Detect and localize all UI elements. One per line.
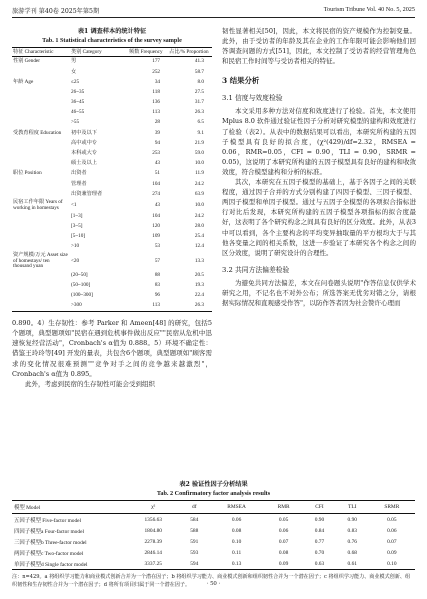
table1-row	[12, 301, 212, 312]
table1-cell: 104	[152, 212, 160, 219]
table2-cell: 0.05	[278, 516, 289, 523]
table2-cell: 两因子模型c Two-factor model	[14, 550, 84, 557]
table1-sample-characteristics	[12, 47, 212, 312]
table1-cell: 94	[154, 139, 160, 146]
table1-cell: 43	[154, 201, 160, 208]
table1-row	[12, 159, 212, 169]
table2-cell: 0.07	[387, 538, 397, 545]
table1-cell: 113	[152, 109, 160, 116]
table1-cell: >300	[70, 301, 128, 312]
table2-cell: 591	[190, 538, 199, 545]
table2-cell: 0.06	[278, 527, 289, 534]
journal-header-left: 旅游学刊 第40卷 2025年第5期	[12, 8, 100, 15]
table1-cell: 22.4	[194, 291, 204, 298]
table1-row	[12, 200, 212, 212]
table1-cell: 31.7	[194, 99, 204, 106]
table2-cell: 0.70	[314, 549, 325, 556]
table1-header-cell: 频数 Frequency	[128, 48, 168, 57]
table1-cell	[12, 281, 70, 291]
table1-cell: 年龄 Age	[13, 78, 34, 85]
table1-cell: 253	[152, 150, 160, 157]
table2-cell: 三因子模型b Three-factor model	[14, 539, 87, 546]
table1-cell: 25.4	[194, 233, 204, 240]
table1-cell	[12, 118, 70, 128]
table1-row	[12, 98, 212, 108]
table2-cell: 0.11	[231, 549, 242, 556]
journal-header-right: Tourism Tribune Vol. 40 No. 5, 2025	[323, 6, 415, 13]
table1-cell	[12, 88, 70, 98]
paragraph-model-comparison: 其次，本研究在五因子模型的基础上，基于各因子之间的关联程度，通过因子合并的方式分别构建了四因子模型、三因子模型、两因子模型和单因子模型。通过与五因子全模型的各项拟合指标进行对比后发现，本研究所构建的五因子模型各项指标的拟合度最好，这表明了各个研究构念之间具有良好的区分效度。此外，从表3中可以看到，各个主要构念的平均变异抽取量的平方根均大于与其他各变量之间的相关系数，这进一步验证了本研究各个构念之间的区分效度，说明了研究设计的合理性。	[222, 178, 416, 257]
table1-row	[12, 78, 212, 88]
table1-row	[12, 129, 212, 139]
table2-cell: 2846.14	[144, 549, 163, 556]
table2-cell: 0.61	[336, 558, 369, 570]
table1-cell: 120	[152, 223, 160, 230]
table1-header-cell: 占比/% Proportion	[168, 48, 212, 57]
table2-cell: 0.10	[231, 538, 242, 545]
table1-cell: (50~100]	[71, 281, 91, 288]
table2-cell: 0.09	[387, 549, 397, 556]
table1-caption-cn: 表1 调查样本的统计特征	[77, 28, 147, 35]
table1-cell	[12, 108, 70, 118]
table1-cell: [1~3]	[71, 212, 83, 219]
table1-cell: 26~35	[71, 88, 85, 95]
table1-cell	[12, 212, 70, 222]
table1-cell: 46~55	[71, 109, 85, 116]
paragraph-control-variables: 韧性显著相关[50]，因此，本文将民宿的资产规模作为控制变量。此外，由于受访者的年龄及其在企业的工作年限可能会影响他们回答调查问题的方式[51]，因此，本文控制了受访者的经营管理角色和民宿工作时间等与受访者相关的特征。	[222, 27, 416, 66]
table1-cell: 51	[154, 170, 160, 177]
table2-cell: 0.09	[264, 558, 303, 570]
table1-cell: 男	[71, 58, 77, 65]
table1-cell: 39	[154, 129, 160, 136]
table1-cell: 11.9	[195, 170, 204, 177]
table1-row	[12, 281, 212, 291]
table2-row	[12, 547, 415, 558]
header-divider	[12, 17, 415, 18]
table2-cell: 0.76	[347, 538, 357, 545]
table1-cell: 252	[152, 68, 160, 75]
table1-cell: 民宿工作年限 Years of working in homestays	[13, 198, 63, 211]
table2-cell: 0.84	[314, 527, 325, 534]
table2-cell: 0.07	[278, 538, 289, 545]
table1-cell: 104	[152, 180, 160, 187]
table2-cell: 0.83	[347, 527, 357, 534]
table1-cell: 初中及以下	[71, 129, 97, 136]
table2-cell: 0.05	[387, 516, 397, 523]
table1-cell: 96	[154, 291, 160, 298]
table2-row	[12, 525, 415, 536]
table1-cell: 58.7	[194, 68, 204, 75]
table1-cell: 57	[154, 257, 160, 264]
paragraph-cmb: 为避免共同方法偏差，本文在问卷题头说明"作答信息仅供学术研究之用，不记名也不对外公布；所选答案无优劣对错之分，请根据实际情况和直观感受作答"，以防作答者因为社会赞许心理而	[222, 278, 416, 307]
table2-cell: 0.77	[314, 538, 325, 545]
table1-row	[12, 57, 212, 68]
table2-cell: 单因子模型d Single factor model	[12, 558, 127, 570]
table1-header-cell: 类别 Category	[70, 48, 128, 57]
page-number: · 50 ·	[206, 580, 221, 587]
table1-cell: 274	[152, 190, 160, 197]
table1-cell: 28	[154, 119, 160, 126]
table2-note: 注：n=429。a 将组织学习能力和商业模式创新合并为一个潜在因子；b 将组织学习能力、商业模式创新和组织韧性合并为一个潜在因子；c 将组织学习能力、商业模式创新、组织韧性和生存韧性合并为一个潜在因子；d 将所有项目归属于同一个潜在因子。	[12, 574, 411, 588]
table1-cell: 9.1	[197, 129, 204, 136]
table1-cell: 出资者	[71, 170, 87, 177]
table1-cell: 19.3	[194, 281, 204, 288]
table1-cell: 34	[154, 78, 160, 85]
table1-cell: 136	[152, 99, 160, 106]
table2-cell: 584	[190, 516, 199, 523]
table1-cell	[12, 149, 70, 159]
table1-cell: 63.9	[194, 190, 204, 197]
table2-cell: 四因子模型a Four-factor model	[14, 528, 84, 535]
table1-body	[12, 57, 212, 312]
table1-cell: 高中或中专	[71, 139, 97, 146]
table1-cell	[12, 159, 70, 169]
table2-header-cell: TLI	[336, 501, 369, 514]
table1-header-row	[12, 48, 212, 57]
table2-cell: 0.08	[231, 527, 242, 534]
table2-row	[12, 558, 415, 570]
table1-cell	[12, 139, 70, 149]
table1-row	[12, 139, 212, 149]
table2-row	[12, 514, 415, 526]
table1-cell: 6.5	[197, 119, 204, 126]
table2-cell: 0.10	[369, 558, 415, 570]
table1-cell: 本科或大专	[71, 150, 97, 157]
table1-cell: 41.3	[194, 58, 204, 65]
table1-row	[12, 222, 212, 232]
table1-row	[12, 232, 212, 242]
paragraph-measures: 0.890。4）生存韧性：参考 Parker 和 Ameen[48] 的研究，包括5个题项，典型题项如"民宿在遇到危机事件做出反应""民宿从危机中迅速恢复经营活动"，Cronbach's α值为 0.888。5）环境不确定性：借鉴王玲玲等[49] 开发的量表，共包含6个题项，典型题项如"顾客需求的变化情况很难预测""竞争对手之间的竞争越来越激烈"，Cronbach's α值为 0.895。	[12, 319, 212, 378]
subsection-heading-reliability: 3.1 信度与效度检验	[222, 94, 283, 103]
table1-cell: 21.9	[194, 139, 204, 146]
table2-cell: 0.90	[347, 516, 357, 523]
table1-cell: 88	[154, 271, 160, 278]
table1-cell: [5~10]	[71, 233, 86, 240]
table1-cell: [3~5]	[71, 223, 83, 230]
table2-cell: 1804.80	[144, 527, 163, 534]
table1-cell: 12.4	[194, 243, 204, 250]
table1-cell: (20~50]	[71, 271, 88, 278]
table1-cell: >10	[71, 243, 80, 250]
table1-cell: 59.0	[194, 150, 204, 157]
table1-cell: 118	[152, 88, 160, 95]
left-column	[12, 26, 212, 389]
table1-cell	[12, 301, 70, 312]
table2-cell: 0.63	[303, 558, 336, 570]
table1-cell: 女	[71, 68, 77, 75]
table2-cell: 2278.39	[144, 538, 163, 545]
table2-header-cell: SRMR	[369, 501, 415, 514]
table1-cell: 管理者	[71, 180, 87, 187]
table1-cell	[12, 222, 70, 232]
table2-cell: 593	[190, 549, 199, 556]
table1-cell: 职位 Position	[13, 170, 42, 177]
table1-cell: 出资兼管理者	[71, 190, 103, 197]
table2-block	[12, 479, 415, 589]
table1-row	[12, 67, 212, 77]
table1-cell: 性别 Gender	[13, 58, 40, 65]
table1-header-cell: 特征 Characteristic	[12, 48, 70, 57]
table1-cell: 24.2	[194, 212, 204, 219]
table2-cell: 0.06	[231, 516, 242, 523]
table2-header-cell: 模型 Model	[12, 501, 127, 514]
table2-caption-en: Tab. 2 Confirmatory factor analysis results	[156, 490, 271, 497]
table1-cell: 20.5	[194, 271, 204, 278]
table1-cell: ≤25	[71, 78, 80, 85]
table1-cell: <1	[71, 201, 77, 208]
table1-cell: 177	[152, 58, 160, 65]
table1-cell: 受教育程度 Education	[13, 129, 62, 136]
table2-cell: 594	[180, 558, 210, 570]
table2-cell: 0.68	[347, 549, 357, 556]
table1-cell: 资产规模/万元 Asset size of homestays/ ten thousand yuan	[13, 251, 68, 270]
paragraph-controls: 此外，考虑到民宿的生存韧性可能会受到组织	[25, 379, 155, 388]
table1-row	[12, 88, 212, 98]
table1-row	[12, 149, 212, 159]
table2-cell: 五因子模型 Five-factor model	[14, 517, 82, 524]
table2-caption-cn: 表2 验证性因子分析结果	[179, 481, 248, 488]
table1-row	[12, 212, 212, 222]
table1-cell: >55	[71, 119, 80, 126]
table2-header-cell: χ²	[127, 501, 180, 514]
table1-cell: 36~45	[71, 99, 85, 106]
table1-cell: 113	[128, 301, 168, 312]
paragraph-cfa: 本文采用多种方法对信度和效度进行了检验。首先，本文使用 Mplus 8.0 软件通过验证性因子分析对研究模型的建构和效度进行了检验（表2）。从表中的数据结果可以看出，本研究所构建的五因子模型具有良好的拟合度，(χ²(429)/df=2.32，RMSEA = 0.06，RMR=0.05，CFI = 0.90，TLI = 0.90，SRMR = 0.05)，这说明了本研究所构建的五因子模型具有良好的建构和收敛效度，符合模型建构和分析的标准。	[222, 107, 416, 176]
table1-cell	[12, 232, 70, 242]
table1-cell: 硕士及以上	[71, 160, 97, 167]
table2-cell: 0.90	[314, 516, 325, 523]
table1-row	[12, 179, 212, 189]
table2-header-cell: df	[180, 501, 210, 514]
table1-cell	[12, 67, 70, 77]
table1-cell	[12, 98, 70, 108]
table1-caption-en: Tab. 1 Statistical characteristics of the survey sample	[42, 37, 182, 44]
table1-cell: 43	[154, 160, 160, 167]
table1-row	[12, 169, 212, 179]
table1-cell: 24.2	[194, 180, 204, 187]
table1-cell: 10.0	[194, 160, 204, 167]
table1-cell: 8.0	[197, 78, 204, 85]
table2-cell: 3337.25	[127, 558, 180, 570]
table2-cell: 1356.63	[144, 516, 163, 523]
table2-header-cell: CFI	[303, 501, 336, 514]
table1-cell: 28.0	[194, 223, 204, 230]
table1-row	[12, 253, 212, 271]
table1-cell: 109	[152, 233, 160, 240]
table1-cell	[12, 179, 70, 189]
table1-cell: 27.5	[194, 88, 204, 95]
table1-row	[12, 108, 212, 118]
table1-cell: 13.3	[194, 257, 204, 264]
table1-cell: 26.3	[194, 109, 204, 116]
table2-header-row	[12, 501, 415, 514]
table2-header-cell: RMSEA	[209, 501, 264, 514]
table1-cell	[12, 291, 70, 301]
table1-cell: 10.0	[194, 201, 204, 208]
section-heading-results: 3 结果分析	[222, 76, 260, 86]
subsection-heading-cmb: 3.2 共同方法偏差检验	[222, 265, 290, 274]
table2-body	[12, 514, 415, 570]
right-column	[222, 26, 416, 308]
table1-cell: 83	[154, 281, 160, 288]
table2-cell: 0.13	[209, 558, 264, 570]
table1-cell: 26.3	[168, 301, 212, 312]
table1-cell	[12, 270, 70, 280]
table1-cell: (100~300]	[71, 291, 93, 298]
table1-row	[12, 291, 212, 301]
table2-cfa-results	[12, 500, 415, 570]
table1-row	[12, 118, 212, 128]
table2-header-cell: RMR	[264, 501, 303, 514]
table2-cell: 0.06	[387, 527, 397, 534]
table2-cell: 588	[190, 527, 199, 534]
table1-cell: 53	[154, 243, 160, 250]
table1-cell: <20	[71, 257, 80, 264]
table1-row	[12, 270, 212, 280]
table2-row	[12, 536, 415, 547]
table2-cell: 0.08	[278, 549, 289, 556]
